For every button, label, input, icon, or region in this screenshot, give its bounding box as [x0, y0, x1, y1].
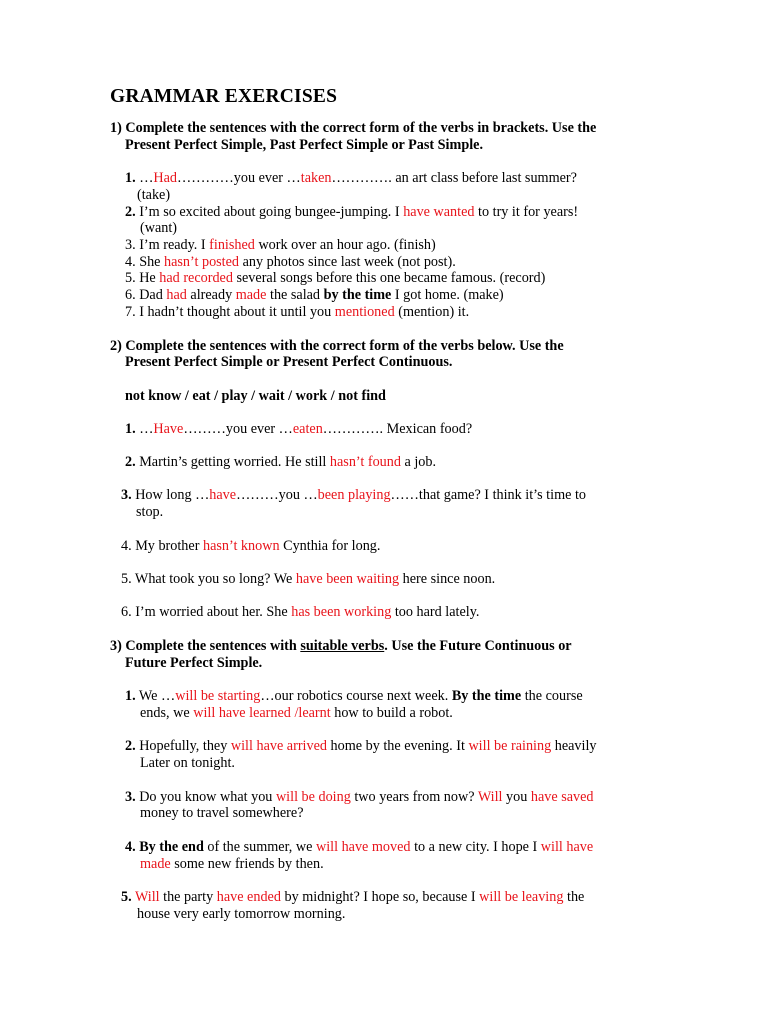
exercise-2-item-1	[125, 421, 472, 438]
exercise-3-item-5-cont	[137, 906, 345, 923]
bold-text: 2.	[125, 204, 136, 220]
text-run: …………you ever …	[177, 170, 301, 186]
answer-text: will have moved	[315, 839, 411, 855]
exercise-1-item-1	[125, 170, 577, 187]
exercise-1-item-2-cont	[140, 220, 177, 237]
exercise-3-item-3	[125, 789, 594, 806]
bold-text: 2.	[125, 454, 136, 470]
answer-text: will be starting	[175, 688, 261, 704]
answer-text: will be raining	[468, 738, 552, 754]
exercise-3-item-2-cont	[140, 755, 235, 772]
text-run: suitable verbs	[300, 638, 385, 654]
text-run: money to travel somewhere?	[140, 805, 304, 821]
text-run: (take)	[137, 187, 171, 203]
text-run: We …	[135, 688, 176, 704]
bold-text: 4.	[125, 839, 136, 855]
exercise-2-item-4	[121, 538, 380, 555]
text-run: Martin’s getting worried. He still	[135, 454, 330, 470]
text-run: here since noon.	[399, 571, 496, 587]
text-run: 3. I’m ready. I	[125, 237, 210, 253]
section-2-heading-line-2: Present Perfect Simple or Present Perfect Continuous.	[125, 354, 453, 370]
section-3-heading-line-2: Future Perfect Simple.	[125, 655, 263, 671]
section-3-heading-line-1	[110, 638, 572, 655]
text-run: by midnight? I hope so, because I	[280, 889, 480, 905]
text-run: 6. Dad	[125, 287, 167, 303]
text-run: …………. an art class before last summer?	[331, 170, 577, 186]
answer-text: taken	[300, 170, 332, 186]
text-run: stop.	[136, 504, 164, 520]
answer-text: have	[209, 487, 237, 503]
text-run: 5. What took you so long? We	[121, 571, 296, 587]
text-run: 4. My brother	[121, 538, 203, 554]
text-run: you	[502, 789, 531, 805]
bold-text: 1.	[125, 421, 136, 437]
text-run: 7. I hadn’t thought about it until you	[125, 304, 335, 320]
text-run: (want)	[140, 220, 178, 236]
exercise-3-item-1-cont	[140, 705, 453, 722]
exercise-1-item-6	[125, 287, 504, 304]
exercise-2-item-2	[125, 454, 436, 471]
exercise-3-item-2	[125, 738, 597, 755]
exercise-2-item-3-cont	[136, 504, 163, 521]
answer-text: made	[235, 287, 267, 303]
page-title: GRAMMAR EXERCISES	[110, 86, 338, 107]
text-run: 3) Complete the sentences with	[110, 638, 301, 654]
answer-text: will have	[540, 839, 594, 855]
exercise-2-item-5	[121, 571, 495, 588]
text-run: I got home. (make)	[391, 287, 504, 303]
text-run: I’m so excited about going bungee-jumping. I	[135, 204, 404, 220]
text-run: Hopefully, they	[135, 738, 231, 754]
exercise-2-item-6	[121, 604, 479, 621]
text-run: several songs before this one became famous. (record)	[232, 270, 546, 286]
answer-text: made	[140, 856, 171, 872]
text-run: to a new city. I hope I	[410, 839, 541, 855]
answer-text: finished	[209, 237, 255, 253]
exercise-1-item-5	[125, 270, 545, 287]
answer-text: will be doing	[275, 789, 351, 805]
section-1-heading-line-2: Present Perfect Simple, Past Perfect Simple or Past Simple.	[125, 137, 483, 153]
exercise-3-item-5	[121, 889, 584, 906]
text-run: of the summer, we	[203, 839, 316, 855]
answer-text: have saved	[530, 789, 594, 805]
answer-text: will have learned /learnt	[193, 705, 331, 721]
text-run: any photos since last week (not post).	[239, 254, 456, 270]
exercise-2-item-3	[121, 487, 586, 504]
word-bank: not know / eat / play / wait / work / not find	[125, 388, 386, 404]
answer-text: hasn’t found	[329, 454, 401, 470]
exercise-1-item-7	[125, 304, 469, 321]
bold-text: by the time	[323, 287, 392, 303]
text-run: the party	[159, 889, 217, 905]
answer-text: have ended	[216, 889, 281, 905]
text-run: two years from now?	[350, 789, 478, 805]
exercise-3-item-3-cont	[140, 805, 304, 822]
text-run: 5. He	[125, 270, 160, 286]
answer-text: Had	[153, 170, 178, 186]
text-run: (mention) it.	[394, 304, 470, 320]
bold-text: 1.	[125, 170, 136, 186]
answer-text: been playing	[317, 487, 391, 503]
answer-text: has been working	[291, 604, 392, 620]
section-2-heading-line-1: 2) Complete the sentences with the correct form of the verbs below. Use the	[110, 338, 564, 354]
text-run: How long …	[131, 487, 210, 503]
answer-text: Have	[153, 421, 184, 437]
answer-text: Will	[134, 889, 160, 905]
answer-text: had recorded	[159, 270, 233, 286]
exercise-1-item-4	[125, 254, 456, 271]
bold-text: 3.	[121, 487, 132, 503]
text-run: the	[563, 889, 585, 905]
answer-text: have been waiting	[295, 571, 400, 587]
text-run: …	[135, 170, 154, 186]
text-run: …………. Mexican food?	[322, 421, 473, 437]
exercise-1-item-1-cont	[137, 187, 170, 204]
exercise-3-item-1	[125, 688, 583, 705]
exercise-1-item-2	[125, 204, 578, 221]
answer-text: Will	[477, 789, 503, 805]
text-run: …our robotics course next week.	[260, 688, 452, 704]
answer-text: had	[166, 287, 187, 303]
bold-text: 3.	[125, 789, 136, 805]
text-run: ……that game? I think it’s time to	[390, 487, 586, 503]
text-run: work over an hour ago. (finish)	[254, 237, 436, 253]
text-run: Do you know what you	[135, 789, 276, 805]
bold-text: 1.	[125, 688, 136, 704]
text-run: the salad	[266, 287, 324, 303]
exercise-3-item-4-cont	[140, 856, 324, 873]
text-run: 4. She	[125, 254, 165, 270]
text-run: to try it for years!	[474, 204, 579, 220]
text-run: already	[186, 287, 236, 303]
answer-text: will have arrived	[230, 738, 327, 754]
answer-text: will be leaving	[479, 889, 564, 905]
text-run: the course	[521, 688, 583, 704]
text-run: 6. I’m worried about her. She	[121, 604, 292, 620]
bold-text: By the time	[451, 688, 522, 704]
answer-text: have wanted	[403, 204, 475, 220]
text-run: Later on tonight.	[140, 755, 235, 771]
answer-text: hasn’t known	[202, 538, 280, 554]
bold-text: By the end	[139, 839, 204, 855]
bold-text: 5.	[121, 889, 132, 905]
text-run: heavily	[551, 738, 597, 754]
text-run: ………you ever …	[183, 421, 293, 437]
text-run: a job.	[400, 454, 437, 470]
text-run: some new friends by then.	[170, 856, 324, 872]
section-1-heading-line-1: 1) Complete the sentences with the correct form of the verbs in brackets. Use the	[110, 120, 597, 136]
text-run: ends, we	[140, 705, 194, 721]
bold-text: 2.	[125, 738, 136, 754]
text-run: house very early tomorrow morning.	[137, 906, 346, 922]
text-run: how to build a robot.	[330, 705, 453, 721]
text-run: …	[135, 421, 154, 437]
answer-text: mentioned	[334, 304, 395, 320]
text-run: Cynthia for long.	[279, 538, 381, 554]
text-run: ………you …	[236, 487, 318, 503]
text-run: home by the evening. It	[326, 738, 469, 754]
answer-text: hasn’t posted	[164, 254, 240, 270]
text-run: too hard lately.	[391, 604, 480, 620]
exercise-1-item-3	[125, 237, 436, 254]
answer-text: eaten	[292, 421, 323, 437]
text-run: . Use the Future Continuous or	[384, 638, 572, 654]
exercise-3-item-4	[125, 839, 593, 856]
